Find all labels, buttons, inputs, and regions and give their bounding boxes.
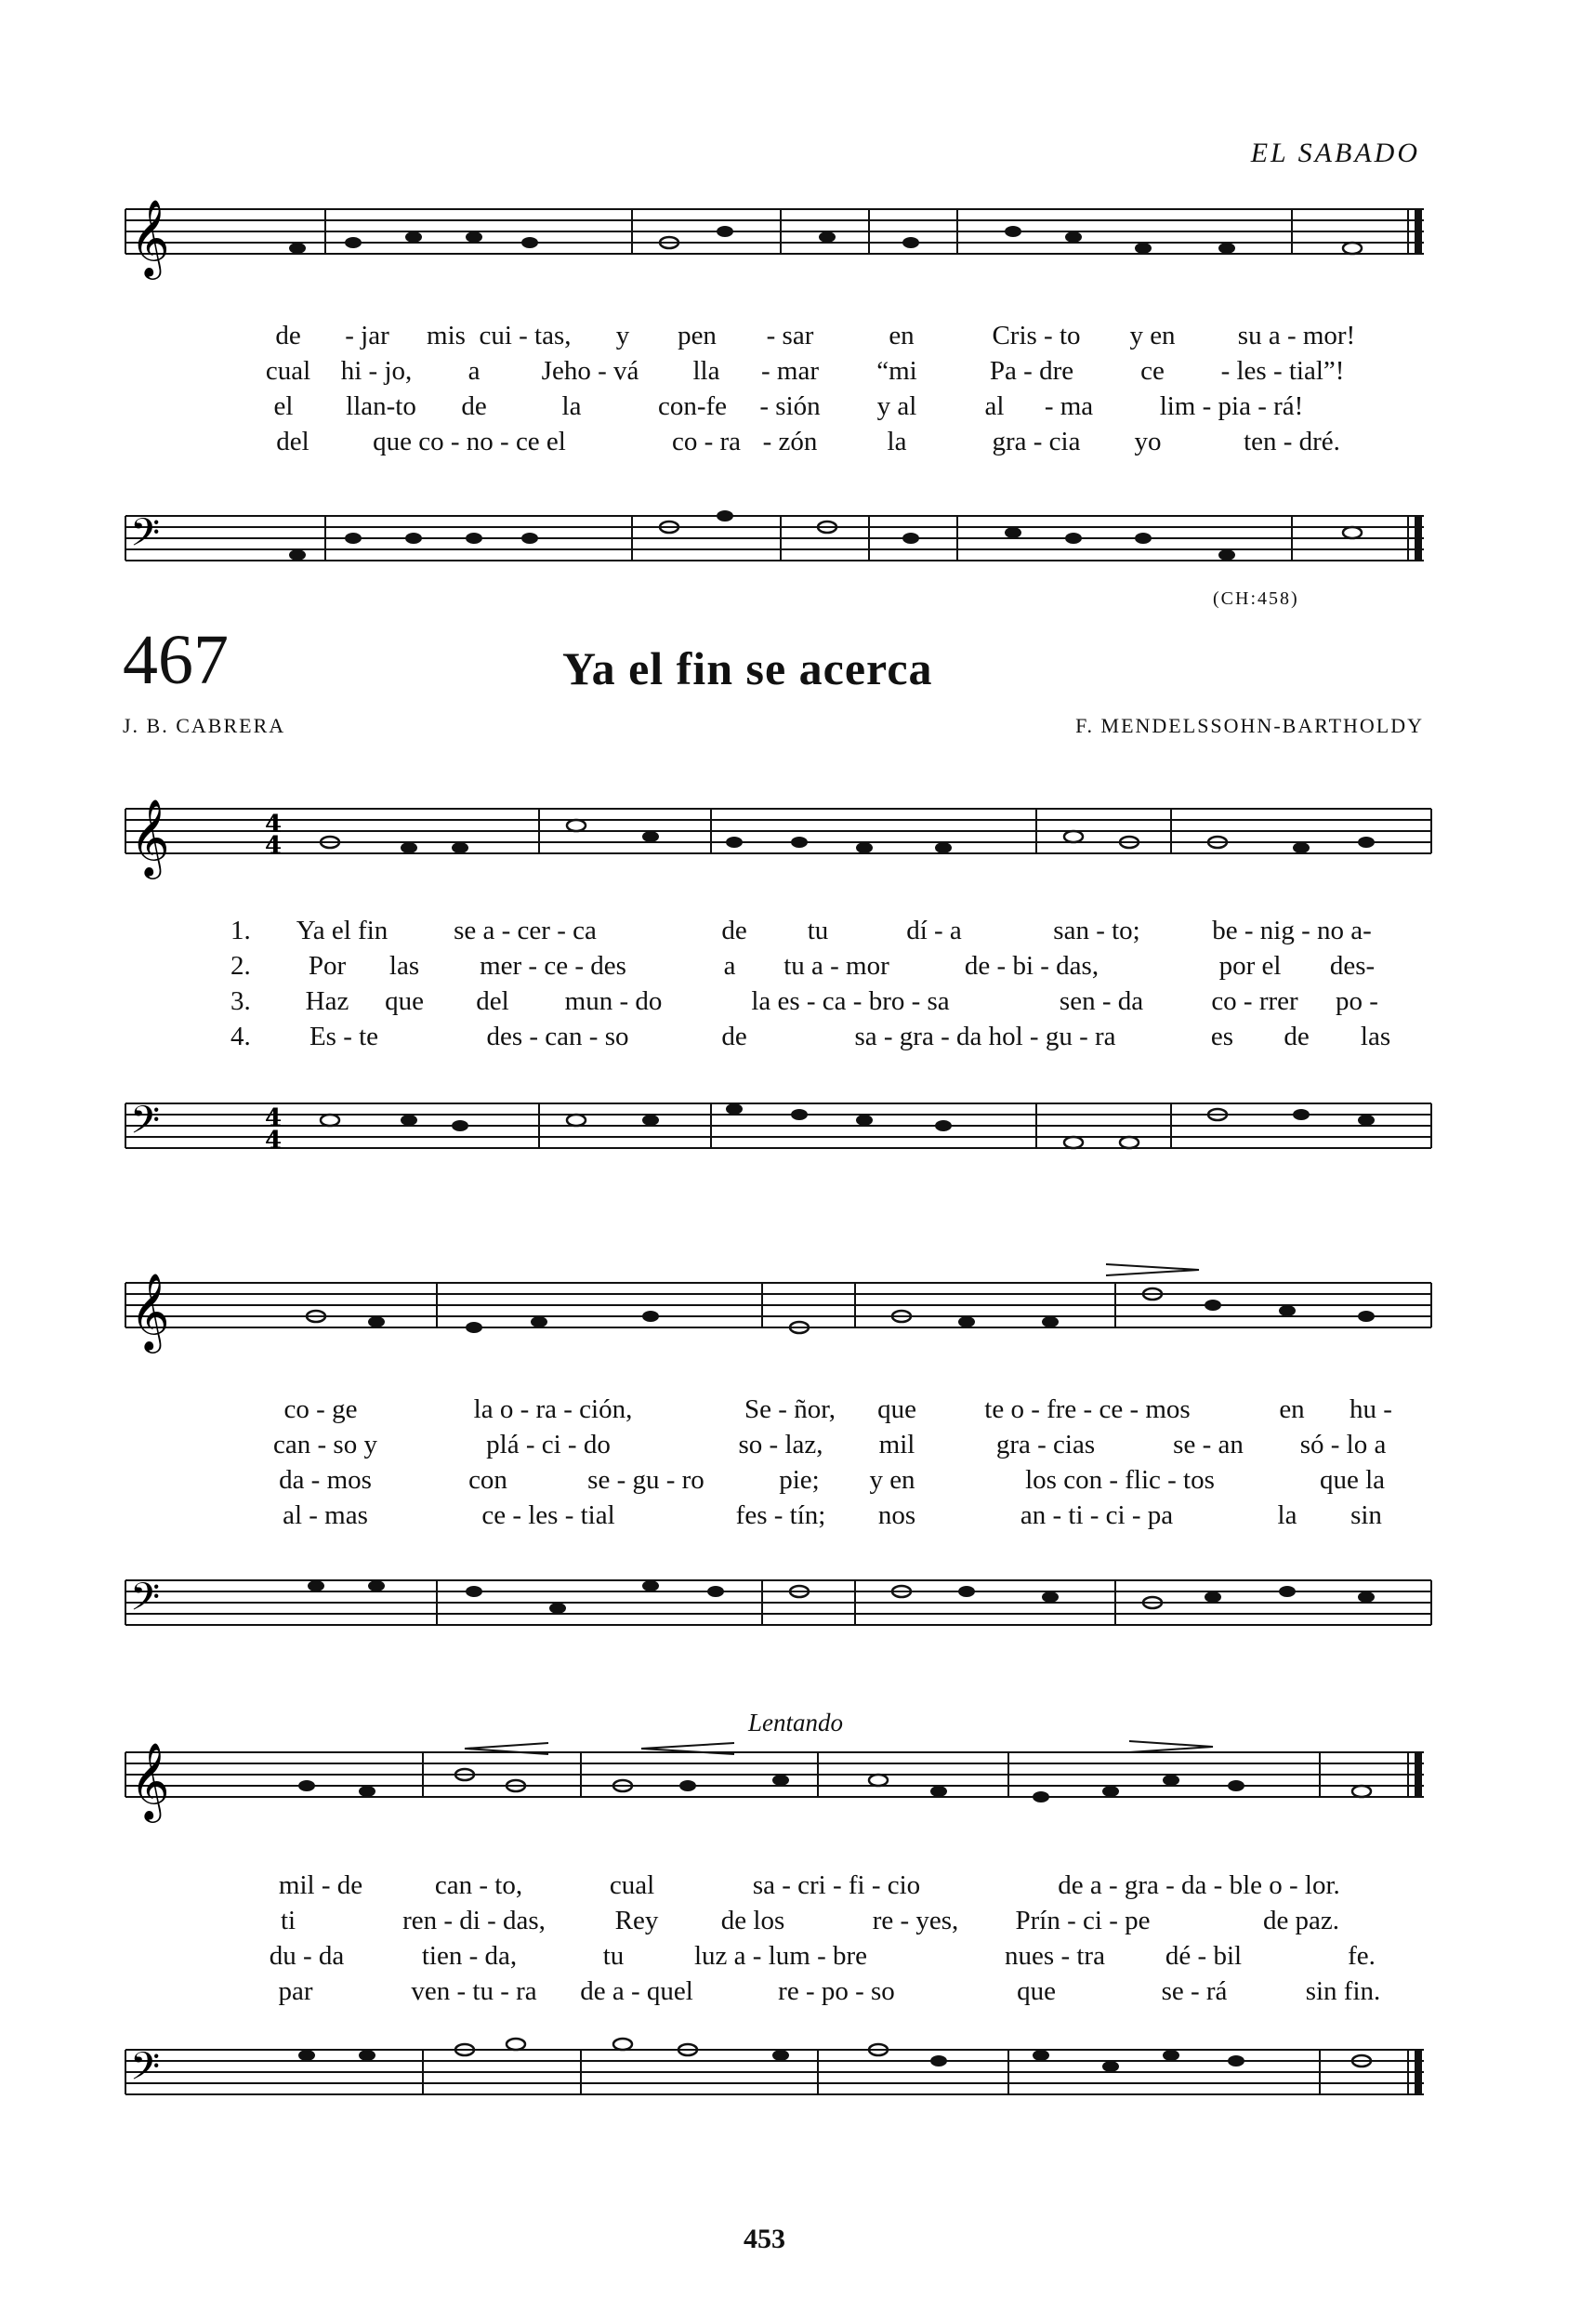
syllable: - mar bbox=[761, 356, 819, 386]
syllable: an - ti - ci - pa bbox=[1020, 1500, 1174, 1530]
lyric-line bbox=[0, 427, 1580, 462]
svg-text:4: 4 bbox=[265, 811, 283, 838]
system1-lyrics-block bbox=[0, 916, 1580, 1064]
syllable: el bbox=[273, 391, 294, 421]
syllable: las bbox=[1360, 1022, 1391, 1051]
syllable: gra - cias bbox=[995, 1430, 1096, 1459]
syllable: re - yes, bbox=[872, 1906, 959, 1935]
syllable: - ma bbox=[1044, 391, 1094, 421]
lyric-line bbox=[0, 321, 1580, 356]
syllable: te o - fre - ce - mos bbox=[984, 1394, 1191, 1424]
syllable: de bbox=[721, 916, 747, 945]
syllable: los con - flic - tos bbox=[1025, 1465, 1215, 1495]
syllable: en bbox=[1279, 1394, 1305, 1424]
syllable: san - to; bbox=[1053, 916, 1140, 945]
syllable: ce - les - tial bbox=[481, 1500, 615, 1530]
previous-hymn-reference: (CH:458) bbox=[1213, 588, 1299, 609]
syllable: só - lo a bbox=[1299, 1430, 1387, 1459]
syllable: sa - cri - fi - cio bbox=[752, 1870, 921, 1900]
syllable: plá - ci - do bbox=[486, 1430, 611, 1459]
syllable: la es - ca - bro - sa bbox=[751, 986, 950, 1016]
syllable: y en bbox=[1129, 321, 1176, 350]
syllable: se - gu - ro bbox=[587, 1465, 704, 1495]
syllable: de bbox=[275, 321, 301, 350]
syllable: que la bbox=[1319, 1465, 1386, 1495]
lyric-line bbox=[0, 1870, 1580, 1906]
syllable: cui - tas, bbox=[479, 321, 572, 350]
verse-number: 4. bbox=[230, 1022, 251, 1051]
verse-number: 1. bbox=[230, 916, 251, 945]
syllable: que bbox=[1017, 1976, 1056, 2006]
syllable: co - rrer bbox=[1211, 986, 1298, 1016]
syllable: tien - da, bbox=[421, 1941, 518, 1971]
syllable: su a - mor! bbox=[1237, 321, 1356, 350]
syllable: Prín - ci - pe bbox=[1015, 1906, 1151, 1935]
syllable: hi - jo, bbox=[340, 356, 413, 386]
lyric-line bbox=[0, 916, 1580, 951]
lyric-line bbox=[0, 1976, 1580, 2012]
syllable: - zón bbox=[762, 427, 818, 456]
syllable: be - nig - no a- bbox=[1212, 916, 1372, 945]
syllable: cual bbox=[265, 356, 311, 386]
syllable: Es - te bbox=[309, 1022, 379, 1051]
syllable: se a - cer - ca bbox=[454, 916, 597, 945]
syllable: Rey bbox=[614, 1906, 659, 1935]
verse-number: 2. bbox=[230, 951, 251, 981]
syllable: Pa - dre bbox=[989, 356, 1074, 386]
syllable: - sar bbox=[766, 321, 814, 350]
syllable: ce bbox=[1140, 356, 1165, 386]
system2-lyrics-block bbox=[0, 1394, 1580, 1543]
system2-bass-staff bbox=[0, 1552, 1580, 1664]
lyric-line bbox=[0, 1941, 1580, 1976]
lyric-line bbox=[0, 1394, 1580, 1430]
syllable: de a - quel bbox=[580, 1976, 693, 2006]
syllable: la o - ra - ción, bbox=[473, 1394, 633, 1424]
syllable: sa - gra - da hol - gu - ra bbox=[854, 1022, 1116, 1051]
svg-text:4: 4 bbox=[265, 1104, 283, 1132]
system3-lyrics-block bbox=[0, 1870, 1580, 2019]
system3-treble-staff bbox=[0, 1724, 1580, 1836]
syllable: en bbox=[889, 321, 915, 350]
syllable: pie; bbox=[779, 1465, 820, 1495]
syllable: de a - gra - da - ble o - lor. bbox=[1058, 1870, 1340, 1900]
syllable: “mi bbox=[876, 356, 917, 386]
top-bass-staff bbox=[0, 474, 1580, 586]
verse-number: 3. bbox=[230, 986, 251, 1016]
syllable: y al bbox=[876, 391, 917, 421]
syllable: Se - ñor, bbox=[744, 1394, 836, 1424]
syllable: de bbox=[1284, 1022, 1310, 1051]
lyric-line bbox=[0, 1465, 1580, 1500]
syllable: dé - bil bbox=[1165, 1941, 1243, 1971]
syllable: mer - ce - des bbox=[480, 951, 626, 981]
syllable: da - mos bbox=[279, 1465, 372, 1495]
syllable: por el bbox=[1218, 951, 1282, 981]
syllable: al - mas bbox=[283, 1500, 368, 1530]
lyric-line bbox=[0, 1022, 1580, 1057]
syllable: la bbox=[887, 427, 907, 456]
syllable: y en bbox=[869, 1465, 915, 1495]
syllable: del bbox=[476, 986, 509, 1016]
syllable: du - da bbox=[269, 1941, 345, 1971]
syllable: cual bbox=[609, 1870, 655, 1900]
syllable: se - an bbox=[1173, 1430, 1244, 1459]
svg-text:𝄢: 𝄢 bbox=[130, 2044, 161, 2098]
syllable: que co - no - ce el bbox=[373, 427, 566, 456]
syllable: y bbox=[615, 321, 630, 350]
syllable: co - ge bbox=[283, 1394, 358, 1424]
syllable: can - to, bbox=[434, 1870, 523, 1900]
lyricist-credit: J. B. CABRERA bbox=[123, 714, 286, 737]
syllable: so - laz, bbox=[738, 1430, 823, 1459]
syllable: ren - di - das, bbox=[402, 1906, 546, 1935]
syllable: sen - da bbox=[1059, 986, 1144, 1016]
syllable: Ya el fin bbox=[296, 916, 388, 945]
syllable: se - rá bbox=[1161, 1976, 1228, 2006]
lyric-line bbox=[0, 951, 1580, 986]
syllable: de bbox=[461, 391, 487, 421]
system2-treble-staff bbox=[0, 1255, 1580, 1367]
syllable: mun - do bbox=[564, 986, 663, 1016]
syllable: Haz bbox=[305, 986, 349, 1016]
syllable: la bbox=[561, 391, 582, 421]
syllable: de bbox=[721, 1022, 747, 1051]
syllable: des- bbox=[1329, 951, 1376, 981]
syllable: Jeho - vá bbox=[541, 356, 639, 386]
syllable: ven - tu - ra bbox=[411, 1976, 537, 2006]
tempo-marking: Lentando bbox=[748, 1709, 844, 1736]
section-header: EL SABADO bbox=[1250, 138, 1420, 168]
syllable: Por bbox=[308, 951, 347, 981]
system1-bass-staff bbox=[0, 1064, 1580, 1176]
syllable: de los bbox=[720, 1906, 785, 1935]
svg-text:4: 4 bbox=[265, 1127, 283, 1155]
system1-treble-staff bbox=[0, 781, 1580, 892]
hymn-number: 467 bbox=[123, 621, 229, 699]
syllable: de paz. bbox=[1262, 1906, 1340, 1935]
svg-text:4: 4 bbox=[265, 832, 283, 860]
syllable: - jar bbox=[345, 321, 389, 350]
lyric-line bbox=[0, 1500, 1580, 1536]
syllable: llan-to bbox=[346, 391, 416, 421]
syllable: mil - de bbox=[278, 1870, 363, 1900]
syllable: a bbox=[723, 951, 736, 981]
syllable: par bbox=[278, 1976, 313, 2006]
syllable: hu - bbox=[1350, 1394, 1392, 1424]
syllable: con-fe bbox=[657, 391, 728, 421]
syllable: a bbox=[467, 356, 481, 386]
syllable: tu bbox=[602, 1941, 625, 1971]
syllable: tu a - mor bbox=[783, 951, 889, 981]
syllable: sin fin. bbox=[1305, 1976, 1381, 2006]
top-treble-staff bbox=[0, 186, 1580, 297]
lyric-line bbox=[0, 356, 1580, 391]
syllable: del bbox=[276, 427, 309, 456]
syllable: - sión bbox=[759, 391, 821, 421]
syllable: que bbox=[877, 1394, 916, 1424]
syllable: al bbox=[984, 391, 1005, 421]
lyric-line bbox=[0, 391, 1580, 427]
syllable: que bbox=[385, 986, 424, 1016]
syllable: re - po - so bbox=[778, 1976, 895, 2006]
syllable: la bbox=[1277, 1500, 1297, 1530]
syllable: ten - dré. bbox=[1244, 427, 1340, 456]
syllable: tu bbox=[807, 916, 829, 945]
lyric-line bbox=[0, 1430, 1580, 1465]
system3-bass-staff bbox=[0, 2013, 1580, 2124]
lyric-line bbox=[0, 1906, 1580, 1941]
svg-text:𝄢: 𝄢 bbox=[130, 1575, 161, 1629]
hymn-title: Ya el fin se acerca bbox=[562, 642, 933, 694]
syllable: gra - cia bbox=[992, 427, 1081, 456]
syllable: po - bbox=[1336, 986, 1378, 1016]
syllable: sin bbox=[1350, 1500, 1382, 1530]
svg-text:𝄞: 𝄞 bbox=[130, 1741, 170, 1819]
svg-text:𝄞: 𝄞 bbox=[130, 198, 170, 276]
syllable: nues - tra bbox=[1005, 1941, 1105, 1971]
syllable: des - can - so bbox=[486, 1022, 629, 1051]
top-lyrics-block bbox=[0, 321, 1580, 469]
syllable: dí - a bbox=[906, 916, 962, 945]
syllable: Cris - to bbox=[992, 321, 1081, 350]
lyric-line bbox=[0, 986, 1580, 1022]
syllable: can - so y bbox=[273, 1430, 377, 1459]
svg-text:𝄢: 𝄢 bbox=[130, 1098, 161, 1152]
syllable: las bbox=[388, 951, 420, 981]
syllable: lla bbox=[692, 356, 720, 386]
page-number: 453 bbox=[744, 2224, 785, 2254]
syllable: lim - pia - rá! bbox=[1159, 391, 1304, 421]
syllable: ti bbox=[280, 1906, 296, 1935]
syllable: pen bbox=[678, 321, 717, 350]
syllable: luz a - lum - bre bbox=[693, 1941, 868, 1971]
svg-text:𝄢: 𝄢 bbox=[130, 510, 161, 564]
syllable: fe. bbox=[1348, 1941, 1376, 1971]
syllable: fes - tín; bbox=[735, 1500, 826, 1530]
syllable: co - ra bbox=[671, 427, 742, 456]
composer-credit: F. MENDELSSOHN-BARTHOLDY bbox=[1075, 714, 1424, 737]
syllable: mis bbox=[427, 321, 466, 350]
syllable: - les - tial”! bbox=[1220, 356, 1345, 386]
syllable: mil bbox=[878, 1430, 915, 1459]
syllable: de - bi - das, bbox=[964, 951, 1099, 981]
syllable: con bbox=[468, 1465, 507, 1495]
syllable: yo bbox=[1134, 427, 1162, 456]
svg-text:𝄞: 𝄞 bbox=[130, 1272, 170, 1350]
svg-text:𝄞: 𝄞 bbox=[130, 798, 170, 876]
syllable: es bbox=[1210, 1022, 1234, 1051]
syllable: nos bbox=[877, 1500, 916, 1530]
